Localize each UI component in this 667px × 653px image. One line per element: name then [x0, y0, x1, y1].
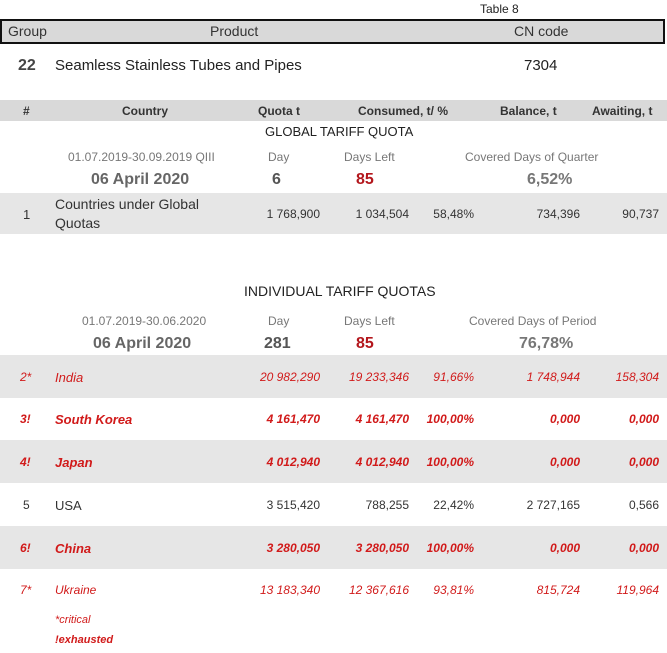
- table-row: [0, 569, 667, 609]
- global-days-left-value: 85: [356, 171, 374, 188]
- row-country: Japan: [55, 455, 93, 470]
- legend-critical: *critical: [55, 614, 91, 626]
- individual-day-value: 281: [264, 335, 291, 352]
- row-consumed: 12 367,616: [348, 583, 409, 597]
- row-pct: 58,48%: [433, 207, 474, 221]
- table-label: Table 8: [480, 2, 519, 16]
- row-consumed: 1 034,504: [355, 207, 409, 221]
- row-awaiting: 0,566: [628, 498, 659, 512]
- col-num: #: [23, 104, 30, 118]
- row-awaiting: 90,737: [622, 207, 659, 221]
- col-country: Country: [122, 104, 168, 118]
- row-consumed: 3 280,050: [355, 541, 409, 555]
- row-country: Ukraine: [55, 583, 97, 597]
- row-num: 4!: [20, 455, 31, 469]
- row-quota: 13 183,340: [259, 583, 320, 597]
- table-row: [0, 440, 667, 483]
- row-awaiting: 0,000: [628, 455, 659, 469]
- global-date: 06 April 2020: [91, 171, 190, 188]
- individual-date: 06 April 2020: [93, 335, 192, 352]
- row-pct: 22,42%: [433, 498, 474, 512]
- individual-days-left-value: 85: [356, 335, 374, 352]
- row-quota: 4 012,940: [266, 455, 320, 469]
- global-day-value: 6: [272, 171, 281, 188]
- global-covered-label: Covered Days of Quarter: [465, 150, 599, 164]
- row-num: 5: [23, 498, 30, 512]
- global-covered-value: 6,52%: [527, 171, 573, 188]
- table-row: [0, 398, 667, 440]
- header-bar: [0, 19, 665, 44]
- row-num: 2*: [20, 370, 32, 384]
- row-pct: 93,81%: [433, 583, 474, 597]
- col-consumed: Consumed, t/ %: [358, 104, 449, 118]
- individual-days-left-label: Days Left: [344, 314, 395, 328]
- row-balance: 0,000: [549, 541, 580, 555]
- row-num: 3!: [20, 412, 31, 426]
- global-quota-title: GLOBAL TARIFF QUOTA: [265, 124, 414, 139]
- row-country: USA: [55, 498, 82, 513]
- row-country: India: [55, 370, 84, 385]
- individual-covered-value: 76,78%: [519, 335, 574, 352]
- col-balance: Balance, t: [500, 104, 557, 118]
- row-consumed: 4 012,940: [355, 455, 409, 469]
- row-awaiting: 158,304: [615, 370, 659, 384]
- row-num: 1: [23, 207, 31, 222]
- table-row: [0, 193, 667, 234]
- col-quota: Quota t: [258, 104, 300, 118]
- row-quota: 3 280,050: [266, 541, 320, 555]
- row-consumed: 788,255: [365, 498, 409, 512]
- row-balance: 734,396: [536, 207, 580, 221]
- individual-quota-title: INDIVIDUAL TARIFF QUOTAS: [244, 283, 436, 299]
- row-balance: 1 748,944: [526, 370, 580, 384]
- row-balance: 815,724: [536, 583, 580, 597]
- group-number: 22: [18, 57, 36, 74]
- column-header-bar: [0, 100, 667, 121]
- row-balance: 0,000: [549, 412, 580, 426]
- row-country: Countries under Global: [55, 196, 199, 212]
- row-consumed: 19 233,346: [348, 370, 409, 384]
- row-num: 7*: [20, 583, 32, 597]
- row-consumed: 4 161,470: [355, 412, 409, 426]
- header-cn-code: CN code: [514, 23, 569, 39]
- row-balance: 0,000: [549, 455, 580, 469]
- col-awaiting: Awaiting, t: [592, 104, 653, 118]
- row-pct: 100,00%: [426, 455, 474, 469]
- global-days-left-label: Days Left: [344, 150, 395, 164]
- individual-period: 01.07.2019-30.06.2020: [82, 314, 207, 328]
- global-day-label: Day: [268, 150, 290, 164]
- header-product: Product: [210, 23, 259, 39]
- row-balance: 2 727,165: [526, 498, 580, 512]
- header-group: Group: [8, 23, 47, 39]
- row-country-cont: Quotas: [55, 215, 101, 231]
- row-quota: 1 768,900: [266, 207, 320, 221]
- row-pct: 100,00%: [426, 412, 474, 426]
- individual-covered-label: Covered Days of Period: [469, 314, 597, 328]
- table-row: [0, 355, 667, 398]
- row-quota: 3 515,420: [266, 498, 320, 512]
- row-awaiting: 0,000: [628, 412, 659, 426]
- row-quota: 4 161,470: [266, 412, 320, 426]
- table-row: [0, 526, 667, 569]
- row-country: China: [55, 541, 92, 556]
- row-quota: 20 982,290: [259, 370, 320, 384]
- row-pct: 91,66%: [433, 370, 474, 384]
- row-pct: 100,00%: [426, 541, 474, 555]
- row-country: South Korea: [55, 412, 133, 427]
- row-awaiting: 0,000: [628, 541, 659, 555]
- table-row: [0, 483, 667, 526]
- individual-day-label: Day: [268, 314, 290, 328]
- product-name: Seamless Stainless Tubes and Pipes: [55, 57, 302, 74]
- row-awaiting: 119,964: [616, 583, 659, 597]
- global-period: 01.07.2019-30.09.2019 QIII: [68, 150, 215, 164]
- cn-code-value: 7304: [524, 57, 558, 74]
- legend-exhausted: !exhausted: [55, 634, 114, 646]
- row-num: 6!: [20, 541, 31, 555]
